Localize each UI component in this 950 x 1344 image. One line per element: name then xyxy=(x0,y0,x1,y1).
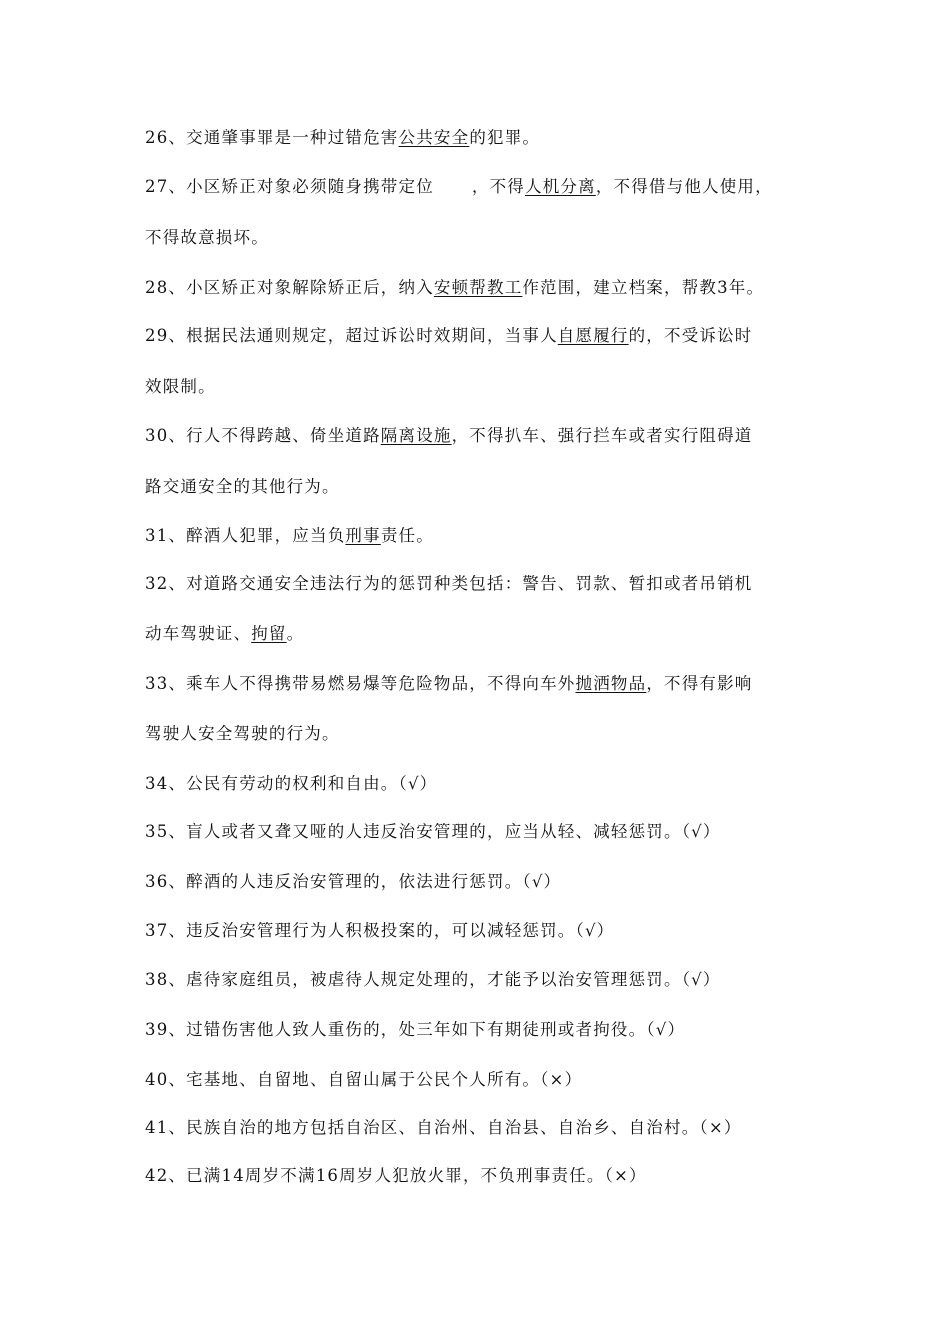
item-37: 37、违反治安管理行为人积极投案的，可以减轻惩罚。（√） xyxy=(145,921,615,940)
item-27-continued: 不得故意损坏。 xyxy=(145,228,269,247)
item-28 xyxy=(145,276,815,300)
item-42: 42、已满14周岁不满16周岁人犯放火罪，不负刑事责任。（×） xyxy=(145,1166,647,1185)
item-32-text: 动车驾驶证、 xyxy=(145,624,252,643)
item-26-answer: 公共安全 xyxy=(398,128,470,147)
item-31-text-end: 责任。 xyxy=(380,526,434,545)
item-32-continued xyxy=(145,622,815,646)
item-28-text-end: 作范围，建立档案，帮教3年。 xyxy=(522,278,765,297)
item-33-text: 33、乘车人不得携带易燃易爆等危险物品，不得向车外 xyxy=(145,674,576,693)
item-41: 41、民族自治的地方包括自治区、自治州、自治县、自治乡、自治村。（×） xyxy=(145,1118,742,1137)
item-28-text: 28、小区矫正对象解除矫正后，纳入 xyxy=(145,278,434,297)
item-29-continued: 效限制。 xyxy=(145,377,216,396)
item-27-text-mid: ，不得 xyxy=(471,177,526,196)
item-33-continued: 驾驶人安全驾驶的行为。 xyxy=(145,724,340,743)
item-27-text: 27、小区矫正对象必须随身携带定位 xyxy=(145,177,434,196)
item-39: 39、过错伤害他人致人重伤的，处三年如下有期徒刑或者拘役。（√） xyxy=(145,1020,686,1039)
item-34: 34、公民有劳动的权利和自由。（√） xyxy=(145,774,438,793)
item-32-text-end: 。 xyxy=(286,624,305,643)
item-32-answer: 拘留 xyxy=(251,624,287,643)
item-31 xyxy=(145,524,815,548)
item-27 xyxy=(145,175,815,199)
item-29-text-end: 的，不受诉讼时 xyxy=(628,326,753,345)
item-35: 35、盲人或者又聋又哑的人违反治安管理的，应当从轻、减轻惩罚。（√） xyxy=(145,822,721,841)
item-29-text: 29、根据民法通则规定，超过诉讼时效期间，当事人 xyxy=(145,326,558,345)
item-33 xyxy=(145,672,815,696)
item-36: 36、醉酒的人违反治安管理的，依法进行惩罚。（√） xyxy=(145,872,562,891)
item-29-answer: 自愿履行 xyxy=(557,326,629,345)
item-38: 38、虐待家庭组员，被虐待人规定处理的，才能予以治安管理惩罚。（√） xyxy=(145,970,721,989)
item-26 xyxy=(145,126,815,150)
item-31-text: 31、醉酒人犯罪，应当负 xyxy=(145,526,346,545)
item-28-answer: 安顿帮教工 xyxy=(433,278,523,297)
item-30 xyxy=(145,424,815,448)
item-33-text-end: ，不得有影响 xyxy=(646,674,753,693)
item-32: 32、对道路交通安全违法行为的惩罚种类包括：警告、罚款、暂扣或者吊销机 xyxy=(145,574,753,593)
item-30-text: 30、行人不得跨越、倚坐道路 xyxy=(145,426,381,445)
item-29 xyxy=(145,324,815,348)
item-27-answer: 人机分离 xyxy=(525,177,596,196)
item-27-text-end: ，不得借与他人使用， xyxy=(595,177,773,196)
item-30-continued: 路交通安全的其他行为。 xyxy=(145,477,340,496)
item-40: 40、宅基地、自留地、自留山属于公民个人所有。（×） xyxy=(145,1070,583,1089)
item-30-text-end: ，不得扒车、强行拦车或者实行阻碍道 xyxy=(451,426,753,445)
item-26-text: 26、交通肇事罪是一种过错危害 xyxy=(145,128,399,147)
item-30-answer: 隔离设施 xyxy=(380,426,452,445)
item-33-answer: 抛洒物品 xyxy=(575,674,647,693)
item-26-text-end: 的犯罪。 xyxy=(469,128,541,147)
item-31-answer: 刑事 xyxy=(345,526,381,545)
